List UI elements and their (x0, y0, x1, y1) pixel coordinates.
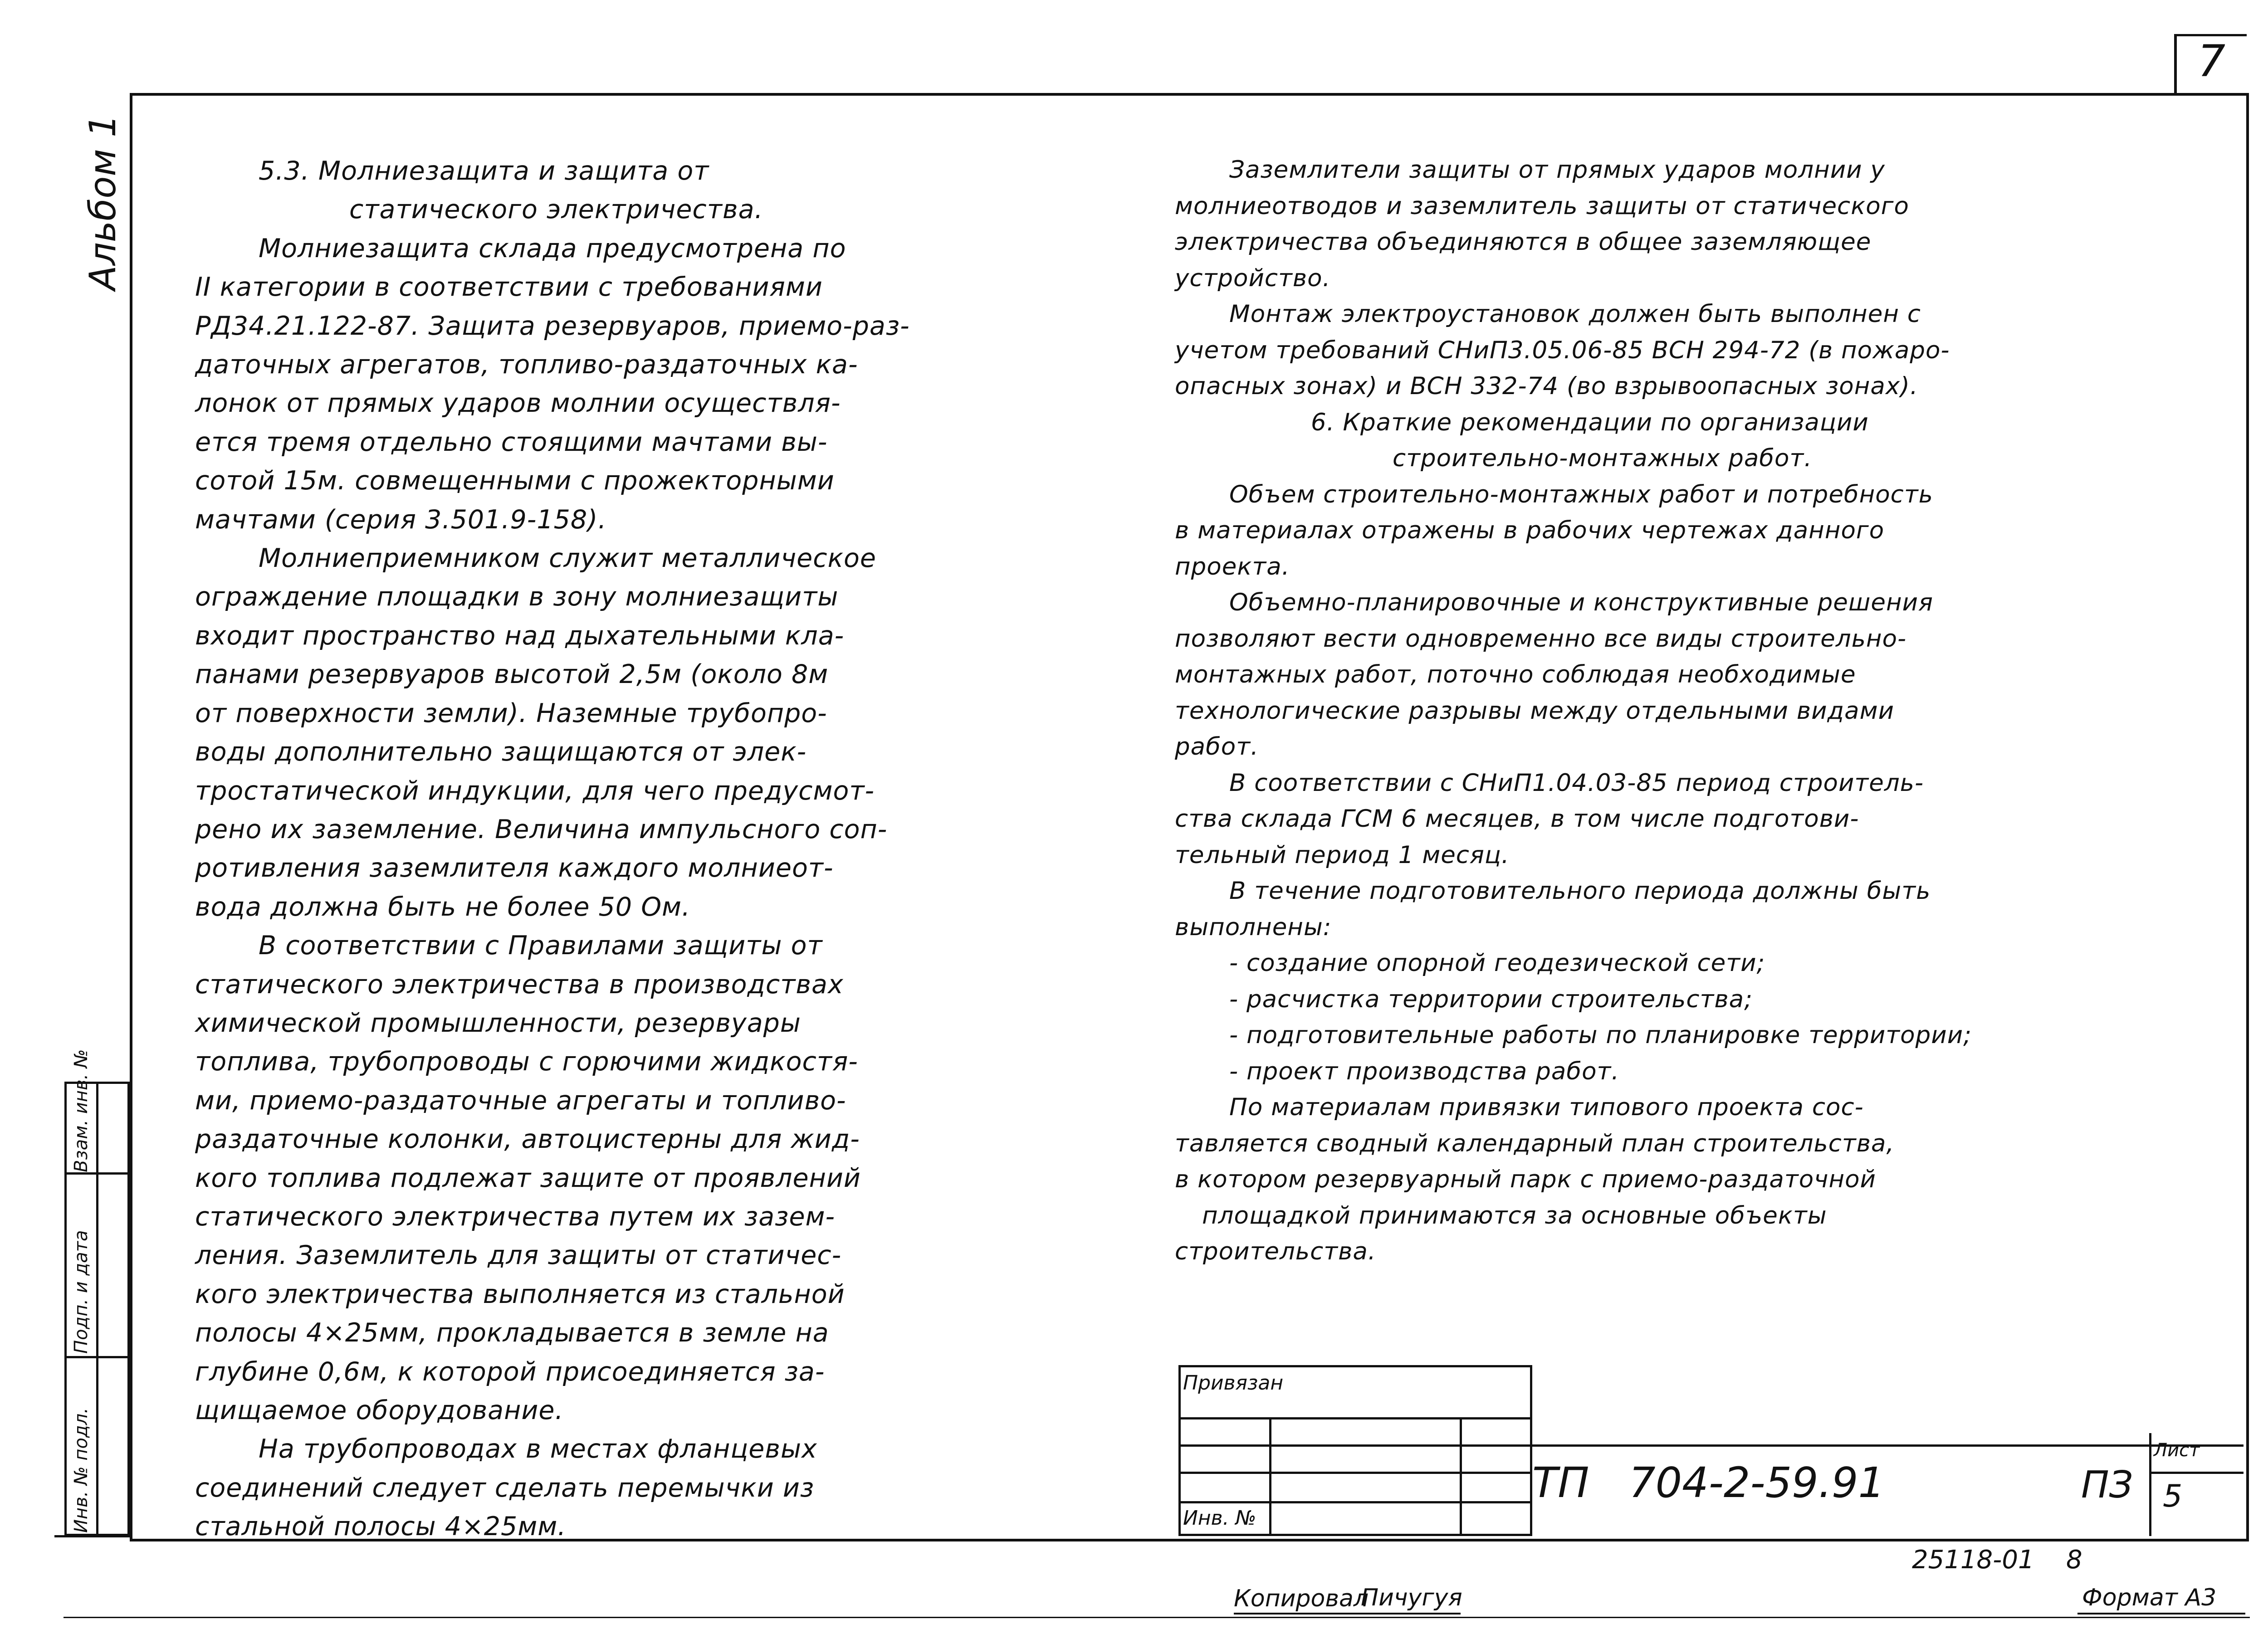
side-stamp-vzam-inv: Взам. инв. № (71, 1049, 92, 1172)
left-line-08: ется тремя отдельно стоящими мачтами вы- (195, 427, 828, 457)
right-line-12: проекта. (1175, 552, 1290, 580)
right-line-14: позволяют вести одновременно все виды строительно- (1175, 624, 1907, 653)
left-line-03: Молниезащита склада предусмотрена по (259, 233, 846, 263)
right-line-08: 6. Краткие рекомендации по организации (1311, 408, 1869, 436)
right-line-06: учетом требований СНиП3.05.06-85 ВСН 294-72 (в пожаро- (1175, 336, 1950, 364)
right-line-30: площадкой принимаются за основные объекты (1202, 1201, 1827, 1229)
title-top-line (1532, 1444, 2244, 1447)
left-line-26: раздаточные колонки, автоцистерны для жид- (195, 1124, 860, 1155)
right-line-29: в котором резервуарный парк с приемо-раздаточной (1175, 1166, 1876, 1193)
right-line-01: Заземлители защиты от прямых ударов молнии у (1229, 156, 1885, 184)
left-line-11: Молниеприемником служит металлическое (259, 543, 876, 574)
left-line-34: На трубопроводах в местах фланцевых (259, 1434, 817, 1464)
left-line-07: лонок от прямых ударов молнии осуществля- (195, 388, 841, 419)
left-line-16: воды дополнительно защищаются от элек- (195, 737, 807, 767)
left-line-06: даточных агрегатов, топливо-раздаточных ка- (195, 350, 858, 380)
left-line-31: полосы 4×25мм, прокладывается в земле на (195, 1318, 829, 1348)
left-line-09: сотой 15м. совмещенными с прожекторными (195, 466, 835, 496)
right-line-23: - создание опорной геодезической сети; (1229, 949, 1765, 977)
right-line-19: ства склада ГСМ 6 месяцев, в том числе подготови- (1175, 805, 1859, 833)
copied-by-label: Копировал (1234, 1585, 1369, 1612)
right-line-03: электричества объединяются в общее заземляющее (1175, 228, 1872, 256)
title-block (1178, 1365, 2244, 1536)
archive-sheet: 8 (2066, 1545, 2082, 1575)
left-line-35: соединений следует сделать перемычки из (195, 1473, 815, 1503)
bottom-trim-line (64, 1617, 2250, 1618)
section-code: ПЗ (2081, 1463, 2133, 1507)
right-line-07: опасных зонах) и ВСН 332-74 (во взрывоопасных зонах). (1175, 372, 1918, 400)
page-number-box-left (2174, 34, 2177, 96)
right-text-column (1175, 152, 2236, 1270)
left-line-25: ми, приемо-раздаточные агрегаты и топливо- (195, 1085, 846, 1116)
side-stamp-inv-podl: Инв. № подл. (71, 1408, 92, 1533)
approval-grid-col1 (1269, 1417, 1271, 1536)
privyazan-label: Привязан (1183, 1371, 1284, 1395)
copied-by-underline (1234, 1613, 1461, 1614)
left-line-05: РД34.21.122-87. Защита резервуаров, приемо-раз- (195, 311, 910, 341)
left-line-27: кого топлива подлежат защите от проявлений (195, 1163, 861, 1193)
left-line-23: химической промышленности, резервуары (195, 1008, 801, 1038)
inv-no-label: Инв. № (1183, 1507, 1256, 1530)
right-line-25: - подготовительные работы по планировке территории; (1229, 1021, 1972, 1049)
right-line-26: - проект производства работ. (1229, 1057, 1620, 1085)
album-label: Альбом 1 (82, 114, 124, 290)
right-line-18: В соответствии с СНиП1.04.03-85 период строитель- (1229, 769, 1924, 797)
sheet-number: 5 (2163, 1478, 2183, 1514)
left-line-24: топлива, трубопроводы с горючими жидкостя- (195, 1047, 858, 1077)
right-line-05: Монтаж электроустановок должен быть выполнен с (1229, 300, 1921, 328)
approval-grid-col2 (1460, 1417, 1462, 1536)
right-line-28: тавляется сводный календарный план строительства, (1175, 1129, 1895, 1157)
right-line-04: устройство. (1175, 264, 1331, 292)
right-line-22: выполнены: (1175, 913, 1332, 941)
archive-number: 25118-01 (1912, 1545, 2034, 1575)
document-code: ТП 704-2-59.91 (1532, 1458, 1885, 1507)
format-underline (2077, 1613, 2245, 1614)
page-number: 7 (2198, 36, 2226, 87)
left-line-30: кого электричества выполняется из стальной (195, 1279, 845, 1309)
right-line-24: - расчистка территории строительства; (1229, 985, 1753, 1013)
right-line-27: По материалам привязки типового проекта сос- (1229, 1093, 1864, 1121)
format-label: Формат А3 (2082, 1584, 2217, 1611)
left-line-21: В соответствии с Правилами защиты от (259, 931, 823, 961)
approval-grid-row3 (1178, 1472, 1532, 1474)
left-line-10: мачтами (серия 3.501.9-158). (195, 504, 607, 535)
approval-grid-row4 (1178, 1501, 1532, 1503)
left-line-20: вода должна быть не более 50 Ом. (195, 892, 691, 922)
right-line-02: молниеотводов и заземлитель защиты от статического (1175, 192, 1909, 220)
sheet-label: Лист (2154, 1440, 2200, 1461)
sheet-cell-mid (2149, 1472, 2244, 1474)
right-line-16: технологические разрывы между отдельными видами (1175, 697, 1895, 725)
right-line-21: В течение подготовительного периода должны быть (1229, 877, 1931, 905)
approval-grid-row1 (1178, 1417, 1532, 1419)
side-stamp-divider (96, 1082, 98, 1536)
left-line-19: ротивления заземлителя каждого молниеот- (195, 853, 834, 883)
left-line-14: панами резервуаров высотой 2,5м (около 8м (195, 659, 829, 690)
left-line-22: статического электричества в производствах (195, 969, 844, 1000)
left-line-12: ограждение площадки в зону молниезащиты (195, 582, 839, 612)
left-line-32: глубине 0,6м, к которой присоединяется за- (195, 1356, 825, 1387)
left-line-17: тростатической индукции, для чего предусмот- (195, 776, 875, 806)
side-stamp-podp-data: Подп. и дата (71, 1230, 92, 1354)
left-line-33: щищаемое оборудование. (195, 1395, 564, 1425)
side-stamp-row2 (64, 1356, 130, 1358)
left-text-column (195, 152, 1102, 1546)
right-line-31: строительства. (1175, 1238, 1376, 1265)
left-line-36: стальной полосы 4×25мм. (195, 1512, 567, 1542)
right-line-09: строительно-монтажных работ. (1393, 444, 1813, 472)
left-line-29: ления. Заземлитель для защиты от статичес- (195, 1240, 842, 1271)
right-line-17: работ. (1175, 733, 1259, 761)
approval-grid-row2 (1178, 1444, 1532, 1447)
side-stamp-row1 (64, 1172, 130, 1175)
left-line-13: входит пространство над дыхательными кла- (195, 620, 845, 651)
copier-signature: Пичугуя (1361, 1584, 1462, 1611)
left-line-15: от поверхности земли). Наземные трубопро- (195, 698, 827, 728)
right-line-20: тельный период 1 месяц. (1175, 841, 1510, 869)
left-line-04: II категории в соответствии с требованиями (195, 272, 823, 302)
sheet-cell-left (2149, 1433, 2151, 1536)
right-line-10: Объем строительно-монтажных работ и потребность (1229, 480, 1933, 508)
left-line-18: рено их заземление. Величина импульсного соп- (195, 814, 888, 844)
left-line-01: 5.3. Молниезащита и защита от (259, 156, 709, 186)
right-line-15: монтажных работ, поточно соблюдая необходимые (1175, 661, 1856, 688)
right-line-11: в материалах отражены в рабочих чертежах данного (1175, 517, 1885, 544)
left-line-02: статического электричества. (349, 195, 763, 225)
left-line-28: статического электричества путем их зазем- (195, 1201, 836, 1232)
right-line-13: Объемно-планировочные и конструктивные решения (1229, 589, 1933, 616)
side-stamp-bottom-ext (54, 1535, 132, 1537)
